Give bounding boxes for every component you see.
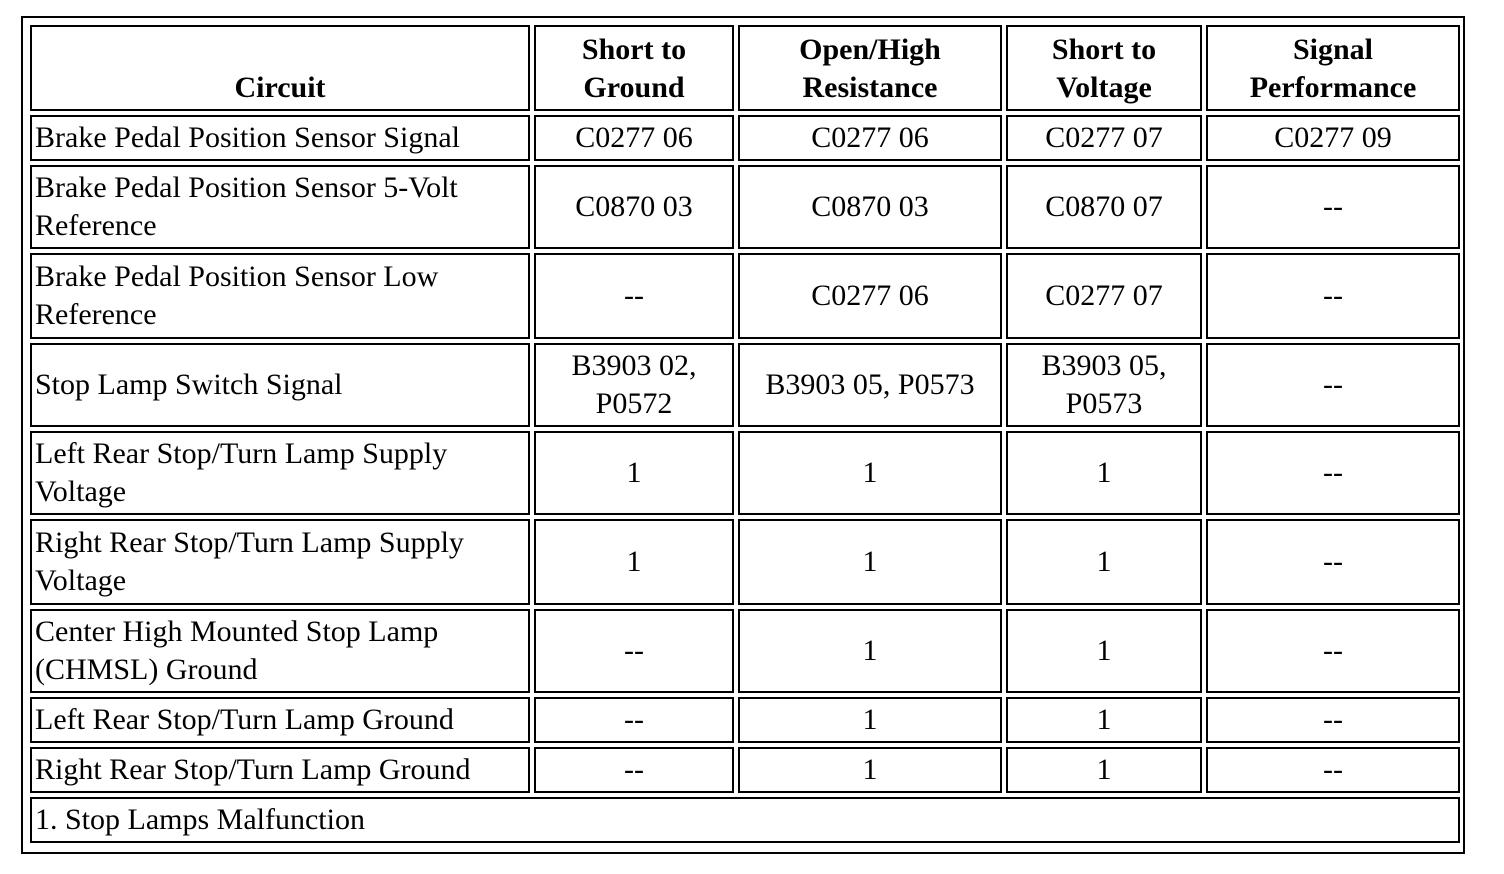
circuit-cell: Brake Pedal Position Sensor Low Reference [30, 253, 530, 339]
short-to-ground-cell: -- [534, 609, 734, 693]
table-row [30, 115, 1460, 161]
header-circuit: Circuit [30, 25, 530, 111]
circuit-cell: Brake Pedal Position Sensor Signal [30, 115, 530, 161]
open-high-resistance-cell: 1 [738, 747, 1002, 793]
short-to-ground-cell: B3903 02, P0572 [534, 343, 734, 427]
circuit-cell: Right Rear Stop/Turn Lamp Supply Voltage [30, 519, 530, 605]
short-to-ground-cell: C0277 06 [534, 115, 734, 161]
short-to-voltage-cell: 1 [1006, 431, 1202, 515]
short-to-ground-cell: -- [534, 747, 734, 793]
signal-performance-cell: -- [1206, 253, 1460, 339]
short-to-voltage-cell: C0277 07 [1006, 115, 1202, 161]
header-short-to-voltage: Short to Voltage [1006, 25, 1202, 111]
footnote: 1. Stop Lamps Malfunction [30, 797, 1460, 843]
open-high-resistance-cell: C0277 06 [738, 115, 1002, 161]
circuit-cell: Center High Mounted Stop Lamp (CHMSL) Ground [30, 609, 530, 693]
header-row [30, 25, 1460, 111]
short-to-voltage-cell: 1 [1006, 697, 1202, 743]
footnote-row [30, 797, 1460, 843]
header-short-to-ground: Short to Ground [534, 25, 734, 111]
signal-performance-cell: -- [1206, 431, 1460, 515]
short-to-voltage-cell: C0870 07 [1006, 165, 1202, 249]
short-to-voltage-cell: 1 [1006, 747, 1202, 793]
open-high-resistance-cell: C0870 03 [738, 165, 1002, 249]
open-high-resistance-cell: 1 [738, 519, 1002, 605]
signal-performance-cell: -- [1206, 165, 1460, 249]
signal-performance-cell: -- [1206, 747, 1460, 793]
circuit-cell: Stop Lamp Switch Signal [30, 343, 530, 427]
open-high-resistance-cell: C0277 06 [738, 253, 1002, 339]
signal-performance-cell: -- [1206, 343, 1460, 427]
circuit-cell: Left Rear Stop/Turn Lamp Supply Voltage [30, 431, 530, 515]
circuit-cell: Right Rear Stop/Turn Lamp Ground [30, 747, 530, 793]
short-to-voltage-cell: 1 [1006, 519, 1202, 605]
signal-performance-cell: -- [1206, 519, 1460, 605]
short-to-voltage-cell: 1 [1006, 609, 1202, 693]
short-to-ground-cell: -- [534, 697, 734, 743]
table-row [30, 747, 1460, 793]
header-signal-performance: Signal Performance [1206, 25, 1460, 111]
table-row [30, 253, 1460, 339]
short-to-ground-cell: -- [534, 253, 734, 339]
open-high-resistance-cell: 1 [738, 431, 1002, 515]
open-high-resistance-cell: B3903 05, P0573 [738, 343, 1002, 427]
dtc-table-frame [21, 16, 1465, 854]
signal-performance-cell: C0277 09 [1206, 115, 1460, 161]
short-to-ground-cell: 1 [534, 519, 734, 605]
open-high-resistance-cell: 1 [738, 697, 1002, 743]
short-to-ground-cell: 1 [534, 431, 734, 515]
short-to-voltage-cell: C0277 07 [1006, 253, 1202, 339]
signal-performance-cell: -- [1206, 609, 1460, 693]
table-row [30, 609, 1460, 693]
dtc-table [26, 21, 1464, 847]
table-row [30, 519, 1460, 605]
table-row [30, 343, 1460, 427]
open-high-resistance-cell: 1 [738, 609, 1002, 693]
table-row [30, 697, 1460, 743]
short-to-ground-cell: C0870 03 [534, 165, 734, 249]
circuit-cell: Brake Pedal Position Sensor 5-Volt Reference [30, 165, 530, 249]
table-row [30, 431, 1460, 515]
table-row [30, 165, 1460, 249]
short-to-voltage-cell: B3903 05, P0573 [1006, 343, 1202, 427]
signal-performance-cell: -- [1206, 697, 1460, 743]
header-open-high-resistance: Open/High Resistance [738, 25, 1002, 111]
circuit-cell: Left Rear Stop/Turn Lamp Ground [30, 697, 530, 743]
